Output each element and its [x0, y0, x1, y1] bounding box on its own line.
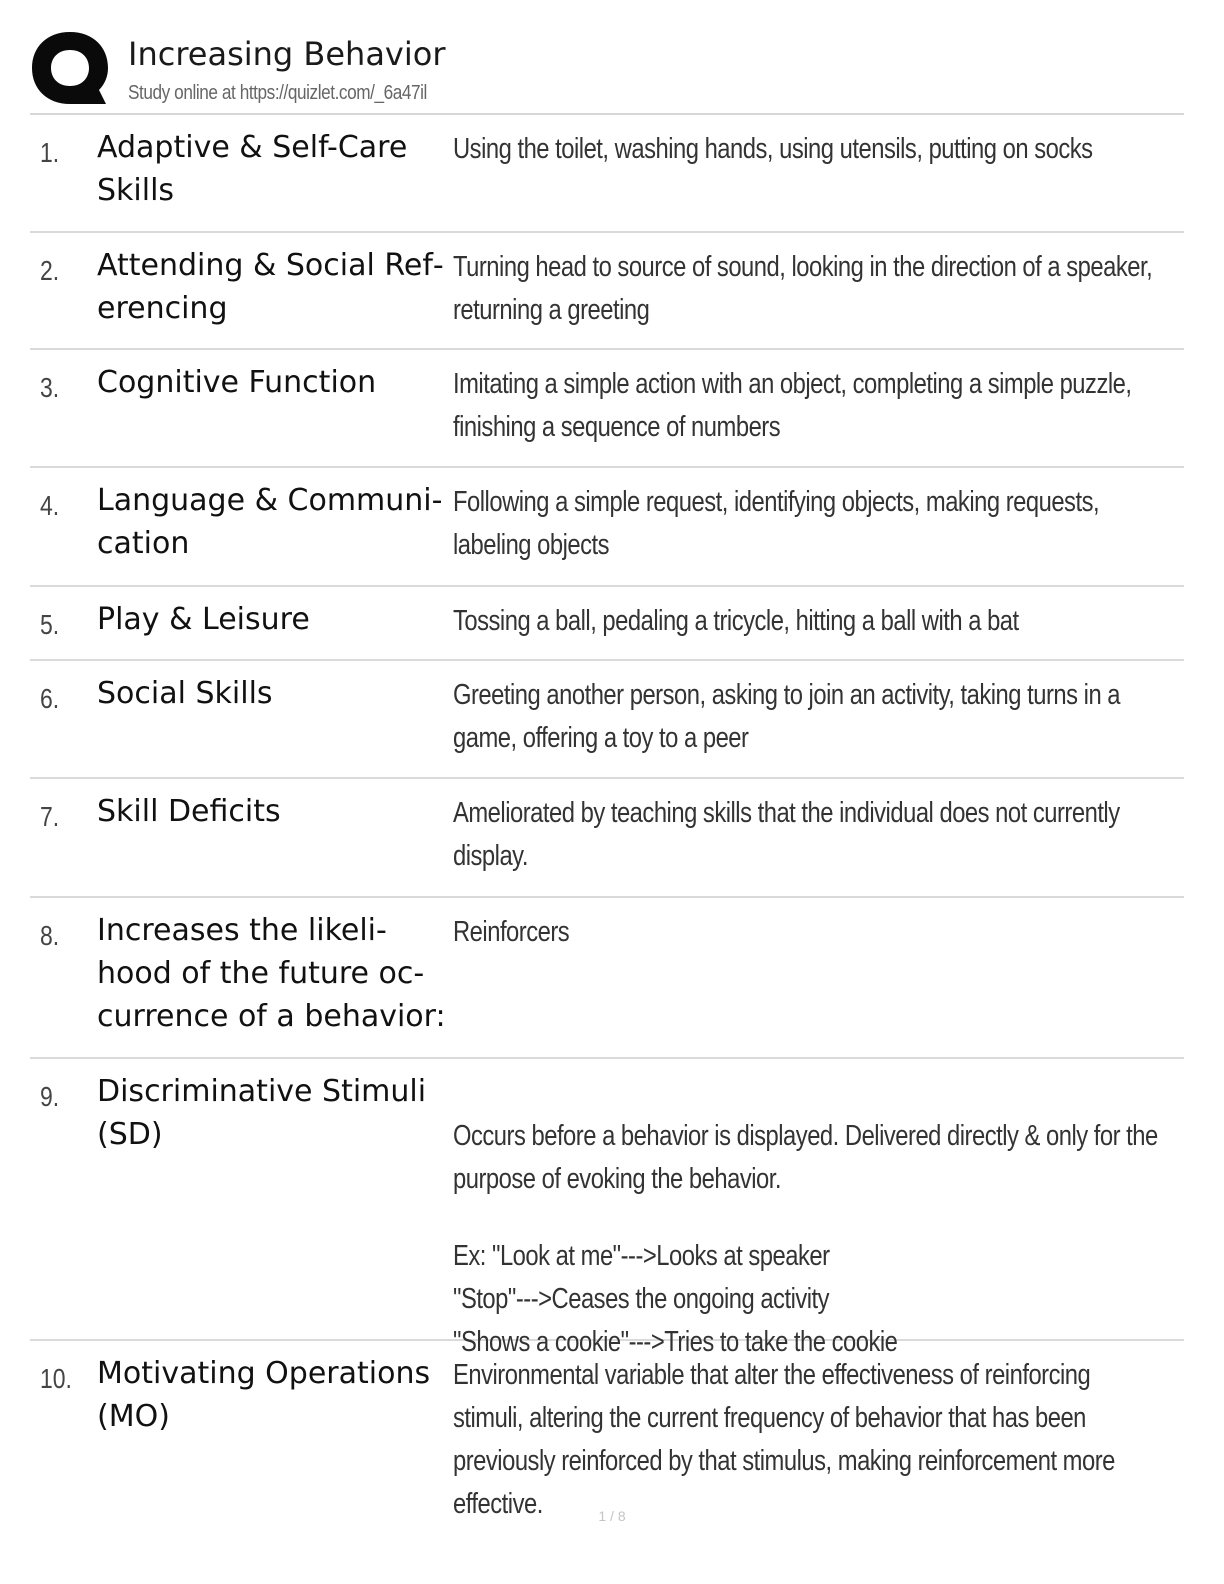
card-term: Motivating Operations (MO) — [97, 1356, 431, 1434]
flashcard-row — [30, 1059, 1184, 1358]
card-definition: Ameliorated by teaching skills that the individual does not currently display. — [453, 797, 1120, 872]
quizlet-q-logo-icon — [30, 28, 110, 108]
card-term: Attending & Social Referencing — [97, 248, 444, 326]
card-term: Cognitive Function — [97, 365, 377, 400]
card-number: 10. — [40, 1363, 72, 1394]
card-definition: Tossing a ball, pedaling a tricycle, hitting a ball with a bat — [453, 605, 1019, 637]
card-number: 8. — [40, 920, 60, 951]
flashcard-row — [30, 661, 1184, 779]
flashcard-row — [30, 115, 1184, 233]
card-term: Increases the likelihood of the future occurrence of a behavior: — [97, 913, 446, 1034]
card-number: 5. — [40, 609, 60, 640]
flashcard-row — [30, 233, 1184, 350]
card-number: 7. — [40, 801, 60, 832]
page-header — [30, 28, 1184, 114]
study-online-link[interactable]: Study online at https://quizlet.com/_6a47il — [128, 82, 427, 104]
flashcard-row — [30, 468, 1184, 587]
card-number: 4. — [40, 490, 60, 521]
card-term: Discriminative Stimuli (SD) — [97, 1074, 427, 1152]
card-number: 1. — [40, 137, 60, 168]
card-definition-example: Ex: "Look at me"--->Looks at speaker "Stop"--->Ceases the ongoing activity "Shows a cookie"--->Tries to take the cookie — [453, 1240, 898, 1358]
page-number: 1 / 8 — [598, 1508, 626, 1524]
card-definition: Greeting another person, asking to join an activity, taking turns in a game, offering a toy to a peer — [453, 679, 1121, 754]
card-definition: Turning head to source of sound, looking in the direction of a speaker, returning a greeting — [453, 251, 1153, 326]
card-term: Play & Leisure — [97, 602, 310, 637]
card-number: 9. — [40, 1081, 60, 1112]
card-definition: Environmental variable that alter the effectiveness of reinforcing stimuli, altering the current frequency of behavior that has been previously reinforced by that stimulus, making reinforcement more effective. — [453, 1359, 1115, 1520]
flashcard-row — [30, 779, 1184, 898]
flashcard-row — [30, 587, 1184, 661]
card-definition: Following a simple request, identifying objects, making requests, labeling objects — [453, 486, 1100, 561]
card-term: Social Skills — [97, 676, 273, 711]
card-definition: Using the toilet, washing hands, using utensils, putting on socks — [453, 133, 1093, 165]
card-term: Skill Deficits — [97, 794, 281, 829]
card-definition: Reinforcers — [453, 916, 570, 948]
flashcard-row — [30, 898, 1184, 1059]
card-number: 2. — [40, 255, 60, 286]
card-term: Language & Communication — [97, 483, 443, 561]
page-title: Increasing Behavior — [128, 35, 446, 73]
card-definition: Imitating a simple action with an object, completing a simple puzzle, finishing a sequence of numbers — [453, 368, 1132, 443]
card-term: Adaptive & Self-Care Skills — [97, 130, 408, 208]
flashcard-row — [30, 350, 1184, 468]
card-number: 3. — [40, 372, 60, 403]
card-number: 6. — [40, 683, 60, 714]
card-definition-text: Occurs before a behavior is displayed. Delivered directly & only for the purpose of evoking the behavior. — [453, 1120, 1158, 1195]
